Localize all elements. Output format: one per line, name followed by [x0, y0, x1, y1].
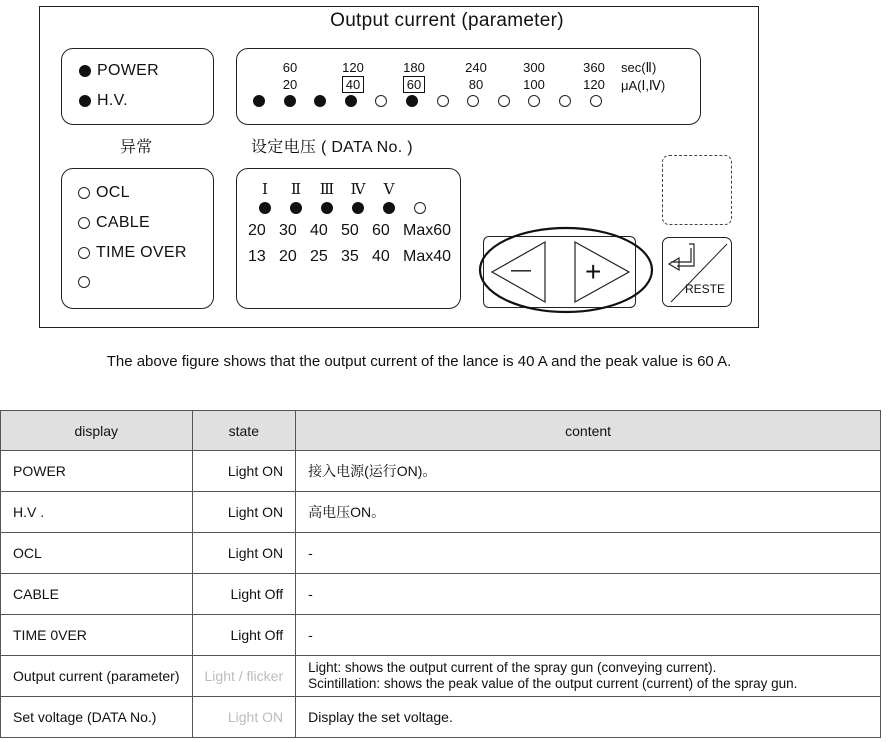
row-state: Light ON — [192, 533, 296, 574]
current-lamp-2 — [284, 95, 296, 107]
row-display: Set voltage (DATA No.) — [1, 697, 193, 738]
power-label: POWER — [97, 62, 159, 79]
voltage-lamp-4 — [352, 202, 364, 214]
plus-button[interactable] — [572, 239, 632, 305]
table-row — [1, 697, 881, 738]
reset-button[interactable] — [662, 237, 732, 307]
row-state: Light Off — [192, 574, 296, 615]
spare-lamp — [78, 276, 90, 288]
tick-bottom-80: 80 — [468, 77, 484, 92]
row-display: POWER — [1, 451, 193, 492]
current-lamp-1 — [253, 95, 265, 107]
voltage-value: 40 — [372, 248, 390, 265]
panel-title: Output current (parameter) — [330, 10, 564, 31]
row-content: - — [296, 533, 881, 574]
top-unit: sec(Ⅱ) — [621, 60, 657, 75]
plus-arrow-icon — [572, 239, 632, 305]
tick-bottom-100: 100 — [523, 77, 545, 92]
cable-indicator — [78, 214, 150, 232]
voltage-numeral-1: Ⅰ — [262, 180, 268, 198]
current-lamp-7 — [437, 95, 449, 107]
row-display: CABLE — [1, 574, 193, 615]
status-box — [61, 48, 214, 125]
current-lamp-4 — [345, 95, 357, 107]
table-row — [1, 492, 881, 533]
row-content: - — [296, 615, 881, 656]
ocl-lamp — [78, 187, 90, 199]
power-indicator — [79, 62, 159, 80]
tick-top-300: 300 — [523, 60, 545, 75]
tick-bottom-120: 120 — [583, 77, 605, 92]
figure-caption: The above figure shows that the output current of the lance is 40 A and the peak value is 60 A. — [106, 353, 732, 370]
row-state: Light ON — [192, 492, 296, 533]
tick-top-60: 60 — [282, 60, 298, 75]
current-lamp-12 — [590, 95, 602, 107]
table-header-row — [1, 411, 881, 451]
voltage-value: 60 — [372, 222, 390, 239]
set-voltage-label: 设定电压 ( DATA No. ) — [251, 139, 413, 156]
tick-top-240: 240 — [465, 60, 487, 75]
row-state: Light ON — [192, 451, 296, 492]
voltage-value: 20 — [248, 222, 266, 239]
row-state: Light Off — [192, 615, 296, 656]
row-content: - — [296, 574, 881, 615]
tick-top-360: 360 — [583, 60, 605, 75]
content-line-light: Light: shows the output current of the spray gun (conveying current). — [308, 660, 717, 675]
header-display: display — [1, 411, 193, 451]
voltage-lamp-6 — [414, 202, 426, 214]
tick-top-120: 120 — [342, 60, 364, 75]
voltage-value: Max60 — [403, 222, 452, 239]
row-display: OCL — [1, 533, 193, 574]
table-row — [1, 574, 881, 615]
indicator-table — [0, 410, 881, 738]
header-content: content — [296, 411, 881, 451]
voltage-numeral-4: Ⅳ — [350, 180, 366, 198]
row-display: Output current (parameter) — [1, 656, 193, 697]
time-over-indicator — [78, 244, 187, 262]
row-content: 高电压ON。 — [296, 492, 881, 533]
header-state: state — [192, 411, 296, 451]
content-line-scintillation: Scintillation: shows the peak value of the output current (current) of the spray gun. — [308, 676, 798, 691]
hv-lamp — [79, 95, 91, 107]
row-content — [296, 656, 881, 697]
abnormal-label: 异常 — [120, 139, 153, 156]
voltage-value: 50 — [341, 222, 359, 239]
row-state: Light ON — [192, 697, 296, 738]
voltage-value: 40 — [310, 222, 328, 239]
hv-label: H.V. — [97, 92, 128, 109]
voltage-lamp-1 — [259, 202, 271, 214]
tick-bottom-20: 20 — [282, 77, 298, 92]
bottom-unit: μA(Ⅰ,Ⅳ) — [621, 78, 666, 93]
tick-bottom-60: 60 — [394, 76, 434, 94]
minus-symbol: — — [511, 259, 531, 281]
table-row — [1, 533, 881, 574]
time-over-label: TIME OVER — [96, 244, 187, 261]
current-lamp-11 — [559, 95, 571, 107]
voltage-value: 20 — [279, 248, 297, 265]
voltage-numeral-5: Ⅴ — [383, 180, 395, 198]
row-state: Light / flicker — [192, 656, 296, 697]
current-lamp-6 — [406, 95, 418, 107]
voltage-value: Max40 — [403, 248, 452, 265]
minus-button[interactable] — [489, 239, 549, 305]
voltage-value: 30 — [279, 222, 297, 239]
table-row — [1, 451, 881, 492]
spare-indicator — [78, 276, 96, 288]
tick-bottom-40: 40 — [333, 76, 373, 94]
empty-display-slot — [662, 155, 732, 225]
row-content: 接入电源(运行ON)。 — [296, 451, 881, 492]
ocl-indicator — [78, 184, 130, 202]
enter-icon — [663, 238, 733, 308]
cable-label: CABLE — [96, 214, 150, 231]
plus-symbol: + — [585, 256, 602, 287]
table-row — [1, 615, 881, 656]
voltage-lamp-2 — [290, 202, 302, 214]
time-over-lamp — [78, 247, 90, 259]
ocl-label: OCL — [96, 184, 130, 201]
reset-label: RESTE — [685, 282, 726, 296]
cable-lamp — [78, 217, 90, 229]
power-lamp — [79, 65, 91, 77]
table-row — [1, 656, 881, 697]
current-lamp-9 — [498, 95, 510, 107]
hv-indicator — [79, 92, 128, 110]
voltage-lamp-5 — [383, 202, 395, 214]
voltage-value: 25 — [310, 248, 328, 265]
voltage-numeral-2: Ⅱ — [290, 180, 302, 198]
voltage-numeral-3: Ⅲ — [319, 180, 335, 198]
row-display: TIME 0VER — [1, 615, 193, 656]
voltage-value: 35 — [341, 248, 359, 265]
tick-top-180: 180 — [403, 60, 425, 75]
voltage-value: 13 — [248, 248, 266, 265]
row-display: H.V . — [1, 492, 193, 533]
voltage-lamp-3 — [321, 202, 333, 214]
row-content: Display the set voltage. — [296, 697, 881, 738]
